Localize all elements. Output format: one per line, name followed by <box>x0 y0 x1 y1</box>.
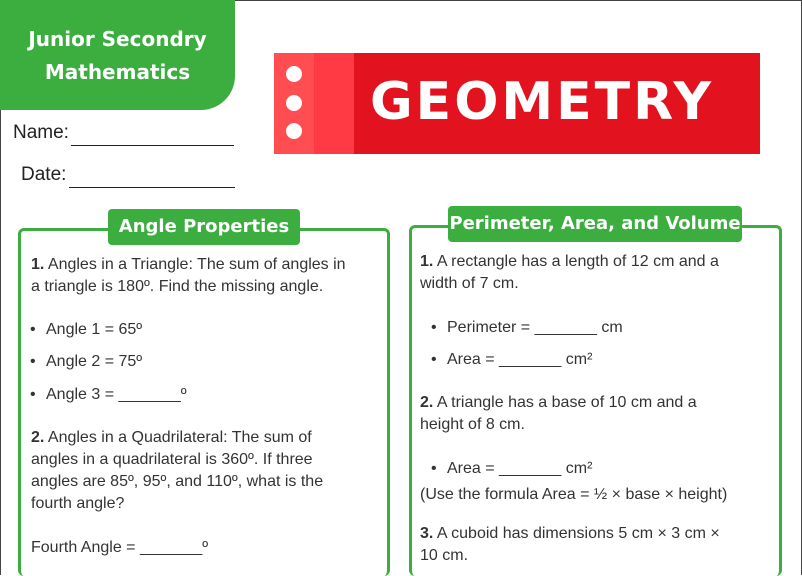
angles-q2-line3: angles are 85º, 95º, and 110º, what is the <box>31 473 324 490</box>
angle-3-answer[interactable]: • Angle 3 = _______º <box>46 384 187 406</box>
pav-q1 <box>420 251 719 273</box>
pav-q1-line1: A rectangle has a length of 12 cm and a <box>436 253 719 270</box>
perimeter-area-volume-heading: Perimeter, Area, and Volume <box>448 206 742 242</box>
question-number: 1. <box>420 253 434 270</box>
question-number: 3. <box>420 525 434 542</box>
pav-q1-line2: width of 7 cm. <box>420 275 519 292</box>
question-number: 1. <box>31 256 45 273</box>
date-line[interactable] <box>69 187 235 188</box>
angles-q1 <box>31 254 346 276</box>
angle-properties-heading: Angle Properties <box>108 209 300 245</box>
angles-q2-line2: angles in a quadrilateral is 360º. If three <box>31 451 313 468</box>
binder-hole-icon <box>286 66 302 82</box>
list-item: • Angle 2 = 75º <box>46 351 142 373</box>
angles-q1-line1: Angles in a Triangle: The sum of angles in <box>47 256 346 273</box>
list-item: • Angle 1 = 65º <box>46 319 142 341</box>
perimeter-answer[interactable]: • Perimeter = _______ cm <box>447 317 623 339</box>
rectangle-area-answer[interactable]: • Area = _______ cm² <box>447 349 592 371</box>
title-banner <box>274 53 760 154</box>
name-line[interactable] <box>71 145 234 146</box>
date-label: Date: <box>21 164 67 185</box>
angles-q2-line4: fourth angle? <box>31 495 125 512</box>
angles-q1-line2: a triangle is 180º. Find the missing angle. <box>31 278 324 295</box>
question-number: 2. <box>420 394 434 411</box>
question-number: 2. <box>31 429 45 446</box>
page-title: GEOMETRY <box>370 72 714 132</box>
binder-hole-icon <box>286 123 302 139</box>
name-field[interactable] <box>13 122 69 144</box>
angles-q2-line1: Angles in a Quadrilateral: The sum of <box>47 429 312 446</box>
pav-q3 <box>420 523 720 545</box>
name-label: Name: <box>13 122 69 143</box>
badge-line-1: Junior Secondry <box>28 27 207 51</box>
angles-q2 <box>31 427 312 449</box>
date-field[interactable] <box>21 164 66 186</box>
pav-q3-line2: 10 cm. <box>420 547 469 564</box>
triangle-area-answer[interactable]: • Area = _______ cm² <box>447 458 592 480</box>
pav-q2-line1: A triangle has a base of 10 cm and a <box>436 394 697 411</box>
badge-line-2: Mathematics <box>44 60 191 84</box>
fourth-angle-answer[interactable]: Fourth Angle = _______º <box>31 539 209 556</box>
banner-strip-2 <box>314 53 354 154</box>
pav-q2 <box>420 392 697 414</box>
pav-q2-line2: height of 8 cm. <box>420 416 525 433</box>
pav-q3-line1: A cuboid has dimensions 5 cm × 3 cm × <box>436 525 720 542</box>
subject-badge <box>0 0 235 110</box>
formula-note: (Use the formula Area = ½ × base × height) <box>420 486 728 503</box>
binder-hole-icon <box>286 95 302 111</box>
